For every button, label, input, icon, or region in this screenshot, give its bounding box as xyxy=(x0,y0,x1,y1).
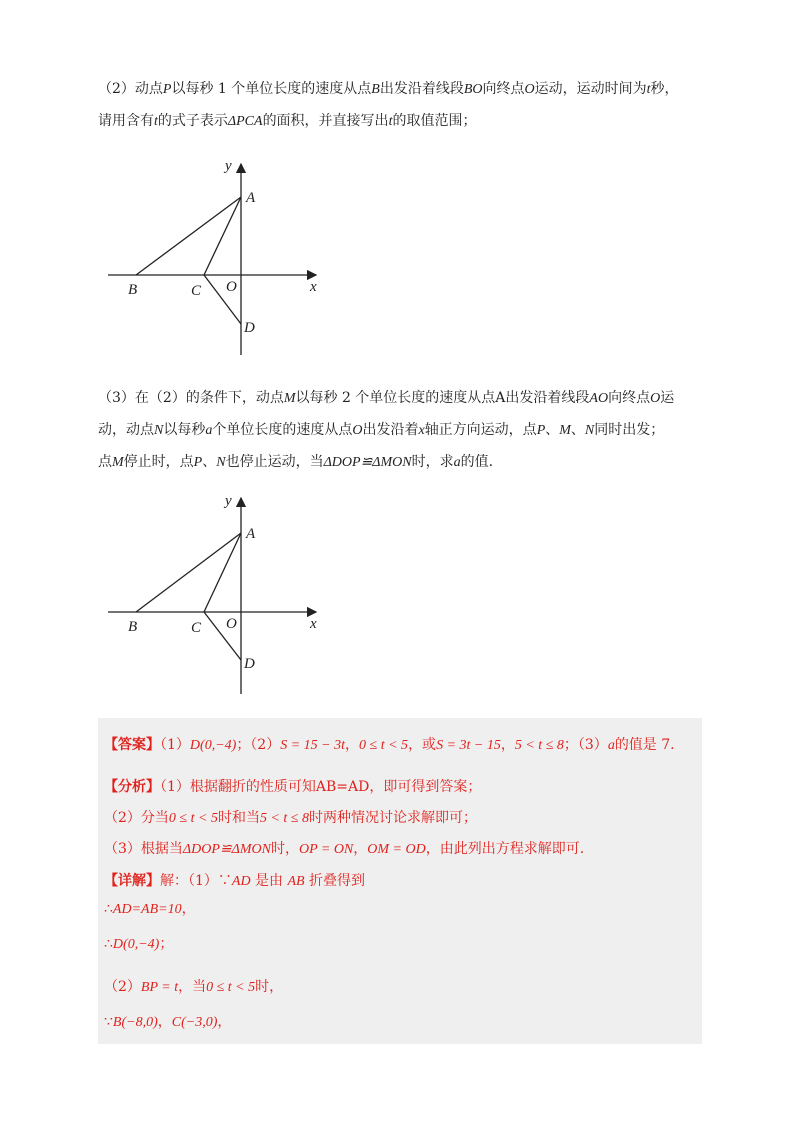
analysis-row-2: （2）分当0 ≤ t < 5时和当5 < t ≤ 8时两种情况讨论求解即可； xyxy=(104,810,477,826)
label-C: C xyxy=(191,283,202,299)
label-A: A xyxy=(246,190,256,206)
detail-row-2: ∴AD=AB=10， xyxy=(104,901,196,917)
label-A: A xyxy=(246,526,256,542)
label-B: B xyxy=(128,282,138,298)
label-y: y xyxy=(225,158,232,174)
q2-line-2: 请用含有t的式子表示ΔPCA的面积，并直接写出t的取值范围； xyxy=(98,113,477,129)
label-C: C xyxy=(191,620,202,636)
coordinate-figure-2 xyxy=(98,488,338,707)
label-x: x xyxy=(310,279,317,295)
segment-BA xyxy=(136,197,241,275)
label-D: D xyxy=(244,320,255,336)
label-O: O xyxy=(226,616,237,632)
q3-line-2: 动，动点N以每秒a个单位长度的速度从点O出发沿着x轴正方向运动，点P、M、N同时出发； xyxy=(98,422,665,438)
q3-line-3: 点M停止时，点P、N也停止运动，当ΔDOP≌ΔMON时，求a的值. xyxy=(98,454,494,470)
coordinate-figure-1 xyxy=(98,150,338,369)
detail-row-5: ∵B(−8,0)，C(−3,0)， xyxy=(104,1014,232,1030)
label-O: O xyxy=(226,279,237,295)
q3-line-1: （3）在（2）的条件下，动点M以每秒 2 个单位长度的速度从点A出发沿着线段AO向终点O运 xyxy=(98,390,675,406)
detail-row-4: （2）BP = t，当0 ≤ t < 5时， xyxy=(104,979,284,995)
analysis-row-3: （3）根据当ΔDOP≌ΔMON时，OP = ON，OM = OD，由此列出方程求解即可. xyxy=(104,841,585,857)
label-D: D xyxy=(244,656,255,672)
analysis-row-1: 【分析】（1）根据翻折的性质可知AB=AD，即可得到答案； xyxy=(104,779,482,795)
segment-CA xyxy=(204,197,241,275)
segment-BA xyxy=(136,533,241,612)
detail-row-1: 【详解】解：（1）∵AD 是由 AB 折叠得到 xyxy=(104,873,366,889)
figure-2-svg xyxy=(98,488,338,703)
answer-row: 【答案】（1）D(0,−4)；（2）S = 15 − 3t，0 ≤ t < 5，或S = 3t − 15，5 < t ≤ 8；（3）a的值是 7. xyxy=(104,737,675,753)
label-y: y xyxy=(225,493,232,509)
figure-1-svg xyxy=(98,150,338,365)
detail-row-3: ∴D(0,−4)； xyxy=(104,936,174,952)
q2-line-1: （2）动点P以每秒 1 个单位长度的速度从点B出发沿着线段BO向终点O运动，运动时间为t秒， xyxy=(98,81,679,97)
label-x: x xyxy=(310,616,317,632)
label-B: B xyxy=(128,619,138,635)
segment-CA xyxy=(204,533,241,612)
